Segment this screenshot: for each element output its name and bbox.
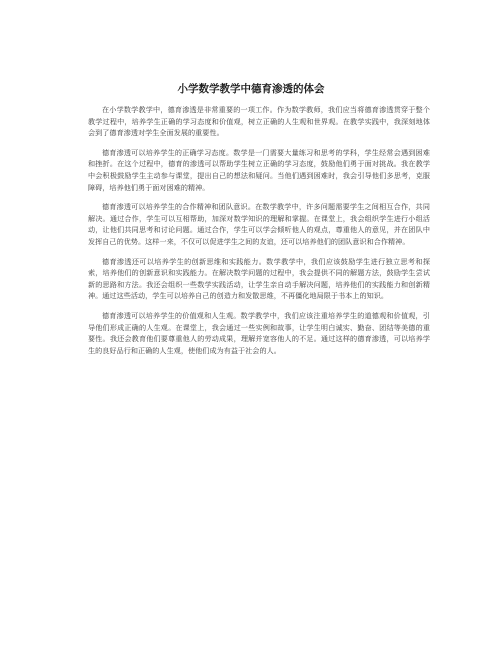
- document-body: [88, 104, 430, 364]
- paragraph-intro: 在小学数学教学中，德育渗透是非常重要的一项工作。作为数学教师，我们应当将德育渗透贯穿于整个教学过程中，培养学生正确的学习态度和价值观，树立正确的人生观和世界观。在教学实践中，我深刻地体会到了德育渗透对学生全面发展的重要性。: [88, 105, 430, 138]
- paragraph-values: 德育渗透可以培养学生的价值观和人生观。数学教学中，我们应该注重培养学生的道德观和价值观，引导他们形成正确的人生观。在课堂上，我会通过一些实例和故事，让学生明白诚实、勤奋、团结等美德的重要性。我还会教育他们要尊重他人的劳动成果，理解并宽容他人的不足。通过这样的德育渗透，可以培养学生的良好品行和正确的人生观，使他们成为有益于社会的人。: [88, 310, 430, 355]
- paragraph-innovation: 德育渗透还可以培养学生的创新思维和实践能力。数学教学中，我们应该鼓励学生进行独立思考和探索，培养他们的创新意识和实践能力。在解决数学问题的过程中，我会提供不同的解题方法，鼓励学生尝试新的思路和方法。我还会组织一些数学实践活动，让学生亲自动手解决问题，培养他们的实践能力和创新精神。通过这些活动，学生可以培养自己的创造力和发散思维，不再僵化地局限于书本上的知识。: [88, 256, 430, 301]
- document-title: 小学数学教学中德育渗透的体会: [177, 83, 325, 95]
- paragraph-teamwork: 德育渗透可以培养学生的合作精神和团队意识。在数学教学中，许多问题需要学生之间相互合作，共同解决。通过合作，学生可以互相帮助，加深对数学知识的理解和掌握。在课堂上，我会组织学生进行小组活动，让他们共同思考和讨论问题。通过合作，学生可以学会倾听他人的观点，尊重他人的意见，并在团队中发挥自己的优势。这样一来，不仅可以促进学生之间的友谊，还可以培养他们的团队意识和合作精神。: [88, 202, 430, 246]
- paragraph-learning-attitude: 德育渗透可以培养学生的正确学习态度。数学是一门需要大量练习和思考的学科，学生经常会遇到困难和挫折。在这个过程中，德育的渗透可以帮助学生树立正确的学习态度，鼓励他们勇于面对挑战。我在教学中会积极鼓励学生主动参与课堂，提出自己的想法和疑问。当他们遇到困难时，我会引导他们多思考，克服障碍，培养他们勇于面对困难的精神。: [88, 147, 430, 192]
